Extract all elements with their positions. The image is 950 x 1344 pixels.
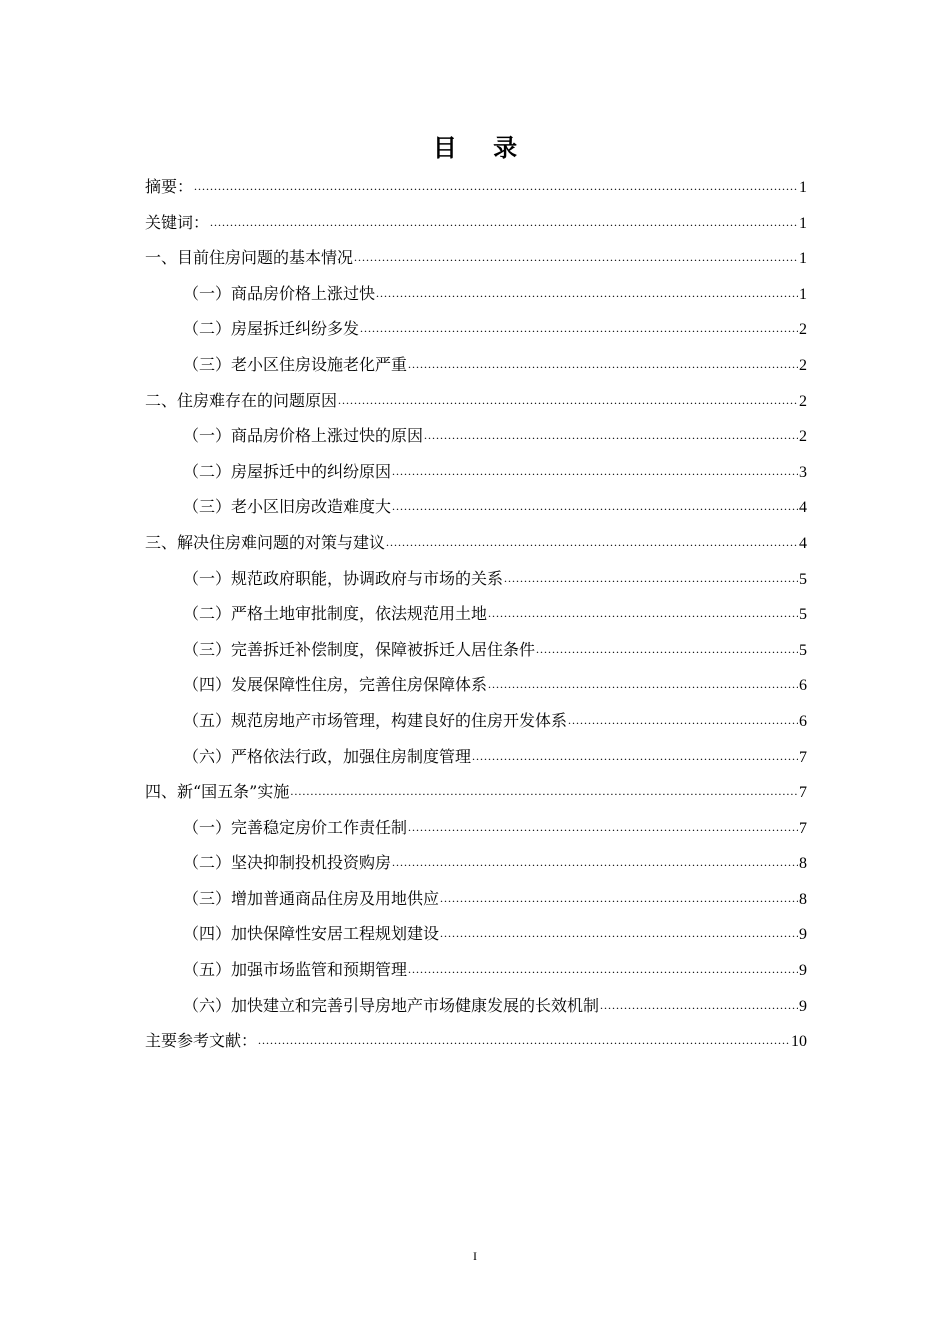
toc-entry[interactable] — [145, 311, 807, 347]
toc-entry-title: （三）老小区旧房改造难度大 — [183, 497, 392, 517]
toc-dot-leader — [424, 418, 798, 454]
toc-entry-page-number: 2 — [799, 321, 807, 339]
toc-dot-leader — [440, 881, 798, 917]
toc-entry[interactable] — [145, 845, 807, 881]
toc-dot-leader — [354, 240, 798, 276]
toc-dot-leader — [258, 1023, 790, 1059]
toc-entry[interactable] — [145, 383, 807, 419]
toc-entry-page-number: 6 — [799, 677, 807, 695]
toc-entry-title: （四）发展保障性住房，完善住房保障体系 — [183, 675, 488, 695]
toc-entry[interactable] — [145, 810, 807, 846]
toc-entry-title: （六）加快建立和完善引导房地产市场健康发展的长效机制 — [183, 995, 600, 1015]
page-number: I — [473, 1249, 477, 1263]
toc-entry[interactable] — [145, 454, 807, 490]
toc-dot-leader — [536, 632, 798, 668]
toc-entry[interactable] — [145, 774, 807, 810]
toc-entry-title: 关键词： — [145, 212, 210, 232]
toc-dot-leader — [392, 845, 798, 881]
toc-entry-page-number: 9 — [799, 926, 807, 944]
toc-entry-page-number: 5 — [799, 641, 807, 659]
toc-entry-title: 主要参考文献： — [145, 1031, 258, 1051]
toc-dot-leader — [504, 561, 798, 597]
toc-entry[interactable] — [145, 667, 807, 703]
toc-entry[interactable] — [145, 347, 807, 383]
toc-entry[interactable] — [145, 952, 807, 988]
toc-entry-page-number: 7 — [799, 748, 807, 766]
toc-dot-leader — [392, 454, 798, 490]
toc-dot-leader — [488, 667, 798, 703]
toc-entry[interactable] — [145, 988, 807, 1024]
toc-dot-leader — [290, 774, 798, 810]
toc-entry-title: （一）商品房价格上涨过快 — [183, 283, 376, 303]
toc-dot-leader — [472, 739, 798, 775]
toc-entry-page-number: 1 — [799, 179, 807, 196]
toc-entry-page-number: 4 — [799, 534, 807, 552]
toc-entry[interactable] — [145, 205, 807, 241]
toc-entry[interactable] — [145, 703, 807, 739]
toc-dot-leader — [376, 276, 798, 312]
toc-entry-title: （二）房屋拆迁纠纷多发 — [183, 319, 360, 339]
toc-entry-title: （三）完善拆迁补偿制度，保障被拆迁人居住条件 — [183, 639, 536, 659]
toc-entry-page-number: 4 — [799, 499, 807, 517]
toc-entry[interactable] — [145, 240, 807, 276]
toc-entry[interactable] — [145, 489, 807, 525]
toc-entry-title: （六）严格依法行政，加强住房制度管理 — [183, 746, 472, 766]
toc-title: 目 录 — [432, 133, 532, 162]
toc-entry[interactable] — [145, 632, 807, 668]
toc-entry-page-number: 5 — [799, 570, 807, 588]
toc-dot-leader — [440, 916, 798, 952]
toc-entry-title: 四、新“国五条”实施 — [145, 782, 290, 802]
toc-entry-page-number: 10 — [791, 1033, 807, 1051]
toc-entry[interactable] — [145, 739, 807, 775]
table-of-contents — [145, 169, 807, 1059]
toc-entry-page-number: 2 — [799, 392, 807, 410]
toc-dot-leader — [408, 810, 798, 846]
toc-entry-page-number: 9 — [799, 962, 807, 980]
toc-entry[interactable] — [145, 418, 807, 454]
toc-entry-page-number: 8 — [799, 890, 807, 908]
toc-entry-page-number: 3 — [799, 463, 807, 481]
toc-dot-leader — [600, 988, 798, 1024]
toc-entry-title: （二）严格土地审批制度，依法规范用土地 — [183, 604, 488, 624]
toc-entry-title: 一、目前住房问题的基本情况 — [145, 248, 354, 268]
toc-entry[interactable] — [145, 525, 807, 561]
toc-entry-page-number: 8 — [799, 855, 807, 873]
toc-entry[interactable] — [145, 561, 807, 597]
toc-entry-page-number: 7 — [799, 784, 807, 802]
toc-entry-title: （二）坚决抑制投机投资购房 — [183, 853, 392, 873]
toc-entry-page-number: 2 — [799, 428, 807, 446]
toc-entry[interactable] — [145, 1023, 807, 1059]
toc-entry-page-number: 1 — [799, 250, 807, 268]
toc-dot-leader — [338, 383, 798, 419]
toc-entry-page-number: 9 — [799, 997, 807, 1015]
toc-dot-leader — [194, 169, 798, 205]
toc-dot-leader — [210, 205, 798, 241]
toc-entry-title: （一）商品房价格上涨过快的原因 — [183, 426, 424, 446]
toc-entry-title: 二、住房难存在的问题原因 — [145, 390, 338, 410]
toc-entry[interactable] — [145, 276, 807, 312]
toc-dot-leader — [386, 525, 798, 561]
toc-dot-leader — [488, 596, 798, 632]
toc-entry-page-number: 7 — [799, 819, 807, 837]
toc-entry-page-number: 1 — [799, 285, 807, 303]
toc-entry[interactable] — [145, 596, 807, 632]
toc-entry-page-number: 6 — [799, 712, 807, 730]
toc-dot-leader — [392, 489, 798, 525]
toc-entry[interactable] — [145, 916, 807, 952]
toc-entry-title: 三、解决住房难问题的对策与建议 — [145, 532, 386, 552]
toc-entry-title: 摘要： — [145, 177, 194, 196]
toc-entry-title: （二）房屋拆迁中的纠纷原因 — [183, 461, 392, 481]
toc-entry-page-number: 1 — [799, 214, 807, 232]
toc-entry-title: （四）加快保障性安居工程规划建设 — [183, 924, 440, 944]
toc-dot-leader — [408, 347, 798, 383]
toc-entry[interactable] — [145, 169, 807, 205]
toc-entry-page-number: 5 — [799, 606, 807, 624]
toc-entry-page-number: 2 — [799, 356, 807, 374]
toc-entry-title: （五）加强市场监管和预期管理 — [183, 960, 408, 980]
toc-dot-leader — [360, 311, 798, 347]
toc-entry-title: （五）规范房地产市场管理，构建良好的住房开发体系 — [183, 710, 568, 730]
toc-entry-title: （一）完善稳定房价工作责任制 — [183, 817, 408, 837]
toc-entry-title: （三）老小区住房设施老化严重 — [183, 354, 408, 374]
toc-dot-leader — [568, 703, 798, 739]
toc-entry-title: （一）规范政府职能，协调政府与市场的关系 — [183, 568, 504, 588]
toc-entry[interactable] — [145, 881, 807, 917]
toc-dot-leader — [408, 952, 798, 988]
toc-entry-title: （三）增加普通商品住房及用地供应 — [183, 888, 440, 908]
